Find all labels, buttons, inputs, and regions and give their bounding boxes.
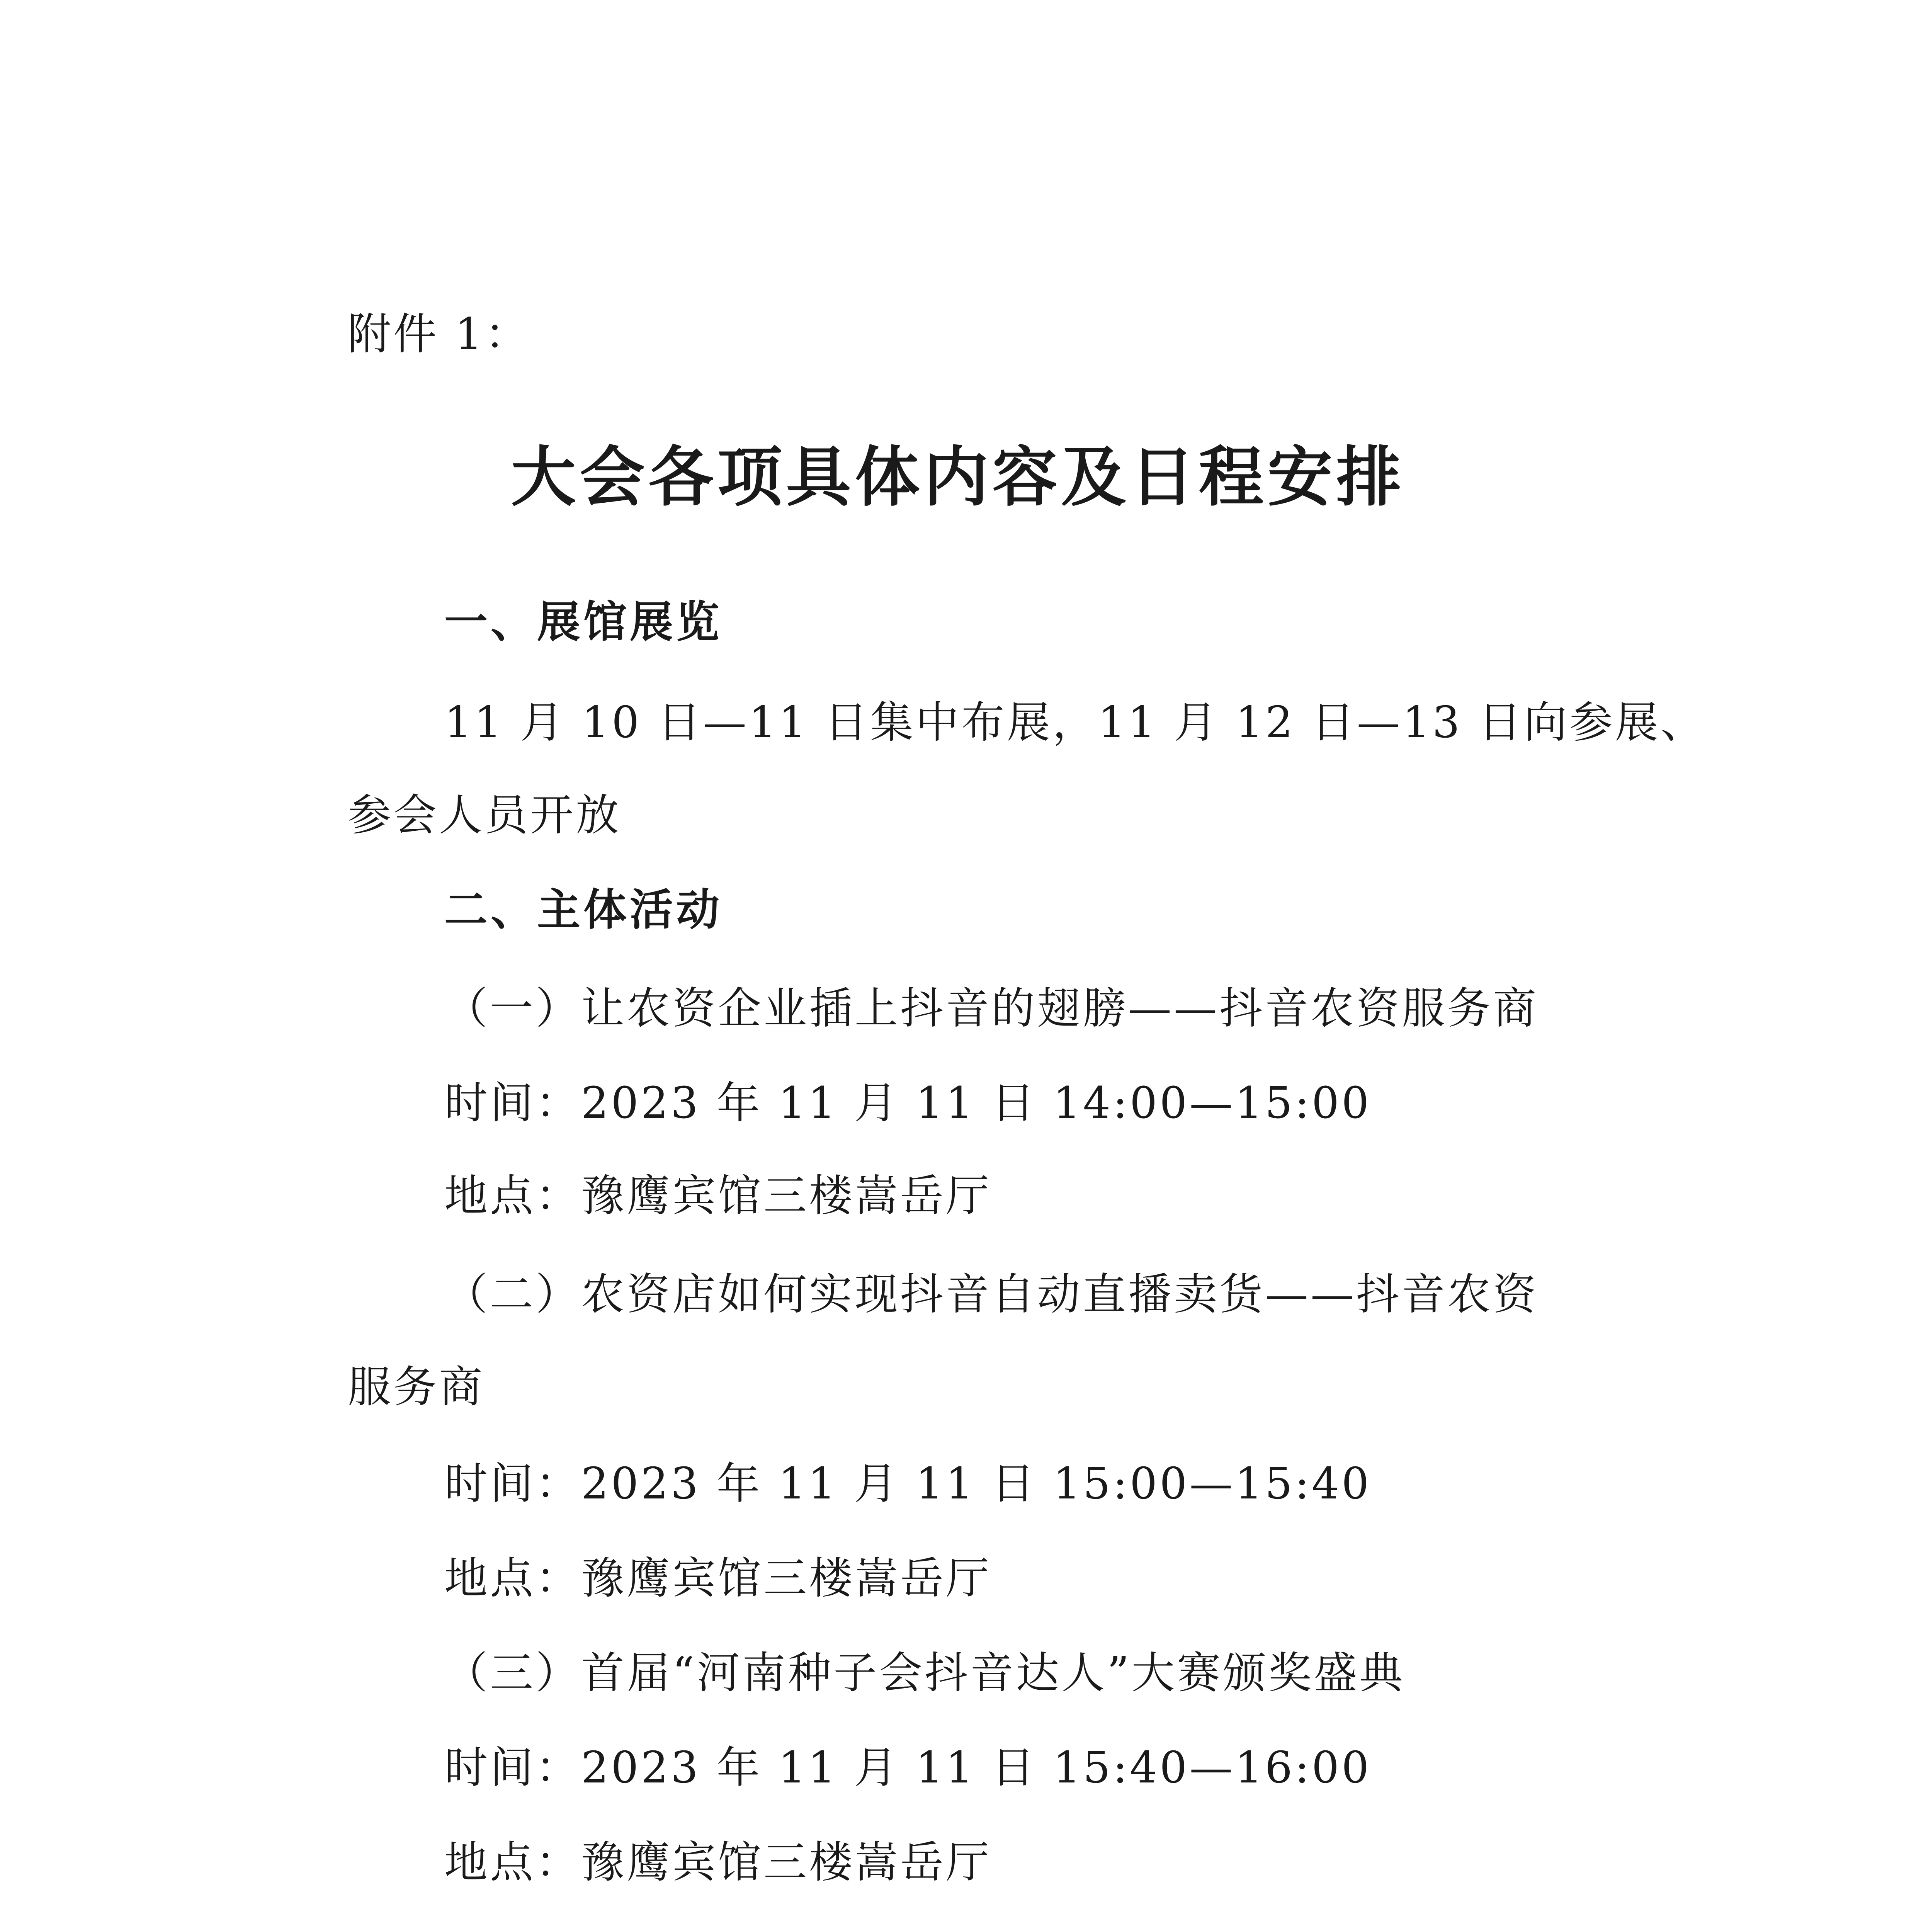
exhibition-body-line-1: 11 月 10 日—11 日集中布展，11 月 12 日—13 日向参展、 (444, 697, 1706, 748)
section-heading-main-activities: 二、主体活动 (444, 885, 723, 935)
page-title: 大会各项具体内容及日程安排 (511, 439, 1405, 515)
activity-3-participants-line-1 (444, 1928, 1539, 1932)
activity-3-place: 地点：豫鹰宾馆三楼嵩岳厅 (444, 1837, 991, 1888)
exhibition-body-line-2: 参会人员开放 (348, 790, 621, 840)
activity-3-title: （三）首届“河南种子会抖音达人”大赛颁奖盛典 (444, 1648, 1405, 1698)
activity-1-title: （一）让农资企业插上抖音的翅膀——抖音农资服务商 (444, 983, 1539, 1034)
section-heading-exhibition: 一、展馆展览 (444, 597, 723, 647)
activity-1-place: 地点：豫鹰宾馆三楼嵩岳厅 (444, 1171, 991, 1221)
activity-3-time: 时间：2023 年 11 月 11 日 15:40—16:00 (444, 1743, 1372, 1793)
activity-2-title-line-2: 服务商 (348, 1362, 485, 1412)
activity-1-time: 时间：2023 年 11 月 11 日 14:00—15:00 (444, 1078, 1372, 1128)
attachment-label: 附件 1： (348, 309, 530, 359)
activity-2-time: 时间：2023 年 11 月 11 日 15:00—15:40 (444, 1459, 1372, 1509)
activity-2-place: 地点：豫鹰宾馆三楼嵩岳厅 (444, 1553, 991, 1604)
activity-2-title-line-1: （二）农资店如何实现抖音自动直播卖货——抖音农资 (444, 1269, 1539, 1320)
